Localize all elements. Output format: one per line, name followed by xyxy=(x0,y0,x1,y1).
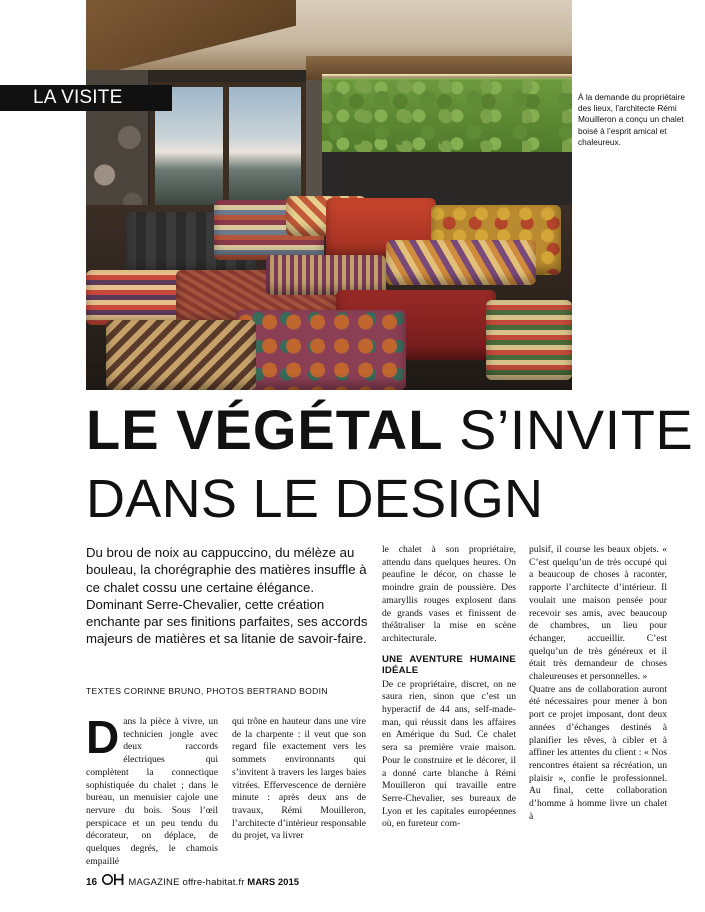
photo-light-strip xyxy=(322,74,572,80)
body-text: pulsif, il course les beaux objets. « C’est quelqu’un de très occupé qui a beaucoup de choses à raconter, rapporte l’architecte d’intérieur. Il voulait une maison pensée pour recevoir ses amis, avec beaucoup de chambres, un lieu pour échanger, accueillir. C’est quelqu’un de très généreux et il était très demandeur de choses chaleureuses et personnelles. » xyxy=(529,544,667,683)
photo-cushion xyxy=(236,310,406,390)
title-light: S’INVITE xyxy=(459,398,694,461)
article-intro: Du brou de noix au cappuccino, du mélèze au bouleau, la chorégraphie des matières insuffle à ce chalet cossu une certaine élégance. Dominant Serre-Chevalier, cette création enchante par ses finitions parfaites, ses accords majeurs de matières et sa litanie de savoir-faire. xyxy=(86,545,368,647)
photo-cushion xyxy=(386,240,536,285)
body-text: De ce propriétaire, discret, on ne saura rien, sinon que c’est un hyperactif de 44 ans, self-made-man, qui réussit dans les affaires en Amérique du Sud. Ce chalet sera sa première vraie maison. Pour le construire et le décorer, il a donné carte blanche à Rémi Mouilleron qui travaille entre Serre-Chevalier, ses bureaux de Lyon et les capitales européennes où, en fureteur com- xyxy=(382,678,516,830)
article-title xyxy=(86,398,694,532)
photo-cushion xyxy=(486,300,572,380)
body-text: le chalet à son propriétaire, attendu dans quelques heures. On peaufine le décor, on chasse le moindre grain de poussière. Des amaryllis rouges explosent dans de grands vases et finissent de théâtraliser la mise en scène architecturale. xyxy=(382,544,516,644)
page-number: 16 xyxy=(86,877,98,889)
photo-green-wall xyxy=(322,78,572,152)
drop-cap: D xyxy=(86,711,120,763)
page-footer xyxy=(86,874,299,890)
oh-logo-icon xyxy=(102,874,124,891)
photo-window xyxy=(150,82,306,210)
body-column-1 xyxy=(86,711,218,868)
title-bold: LE VÉGÉTAL xyxy=(86,398,444,461)
title-line-2: DANS LE DESIGN xyxy=(86,469,544,529)
body-column-4 xyxy=(529,544,667,823)
photo-cushion xyxy=(106,320,256,390)
title-line-1 xyxy=(86,398,694,466)
issue-date: MARS 2015 xyxy=(247,877,300,889)
article-credits: TEXTES CORINNE BRUNO, PHOTOS BERTRAND BODIN xyxy=(86,686,328,696)
body-text: Quatre ans de collaboration auront été nécessaires pour mener à bon port ce projet imposant, dont deux années d’échanges destinés à planifier les rêves, à cibler et à affiner les attentes du client : « Nos rencontres étaient sa récréation, un plaisir », confie le professionnel. Au final, cette collaboration d’homme à homme livre un chalet à xyxy=(529,683,667,822)
hero-photo xyxy=(86,0,572,390)
body-text: ans la pièce à vivre, un technicien jongle avec deux raccords électriques qui complètent la connectique sophistiquée du chalet ; dans le bureau, un menuisier cajole une nervure du bois. Sous l’œil perspicace et un peu tendu du décorateur, on déplace, de quelques degrés, le chamois empaillé xyxy=(86,716,218,867)
photo-cushion xyxy=(266,255,386,295)
body-column-3 xyxy=(382,544,516,831)
photo-caption: À la demande du propriétaire des lieux, l’architecte Rémi Mouilleron a conçu un chalet boisé à l’esprit amical et chaleureux. xyxy=(578,92,686,147)
magazine-name: MAGAZINE offre-habitat.fr xyxy=(128,877,245,889)
section-label: LA VISITE xyxy=(0,85,172,111)
body-text: qui trône en hauteur dans une vire de la charpente : il veut que son regard file exactement vers les sommets environnants qui s’invitent à travers les larges baies vitrées. Effervescence de dernière minute : après deux ans de travaux, Rémi Mouilleron, l’architecte d’intérieur responsable du projet, va livrer xyxy=(232,716,366,842)
body-column-2 xyxy=(232,716,366,843)
subheading: UNE AVENTURE HUMAINE IDÉALE xyxy=(382,653,516,677)
